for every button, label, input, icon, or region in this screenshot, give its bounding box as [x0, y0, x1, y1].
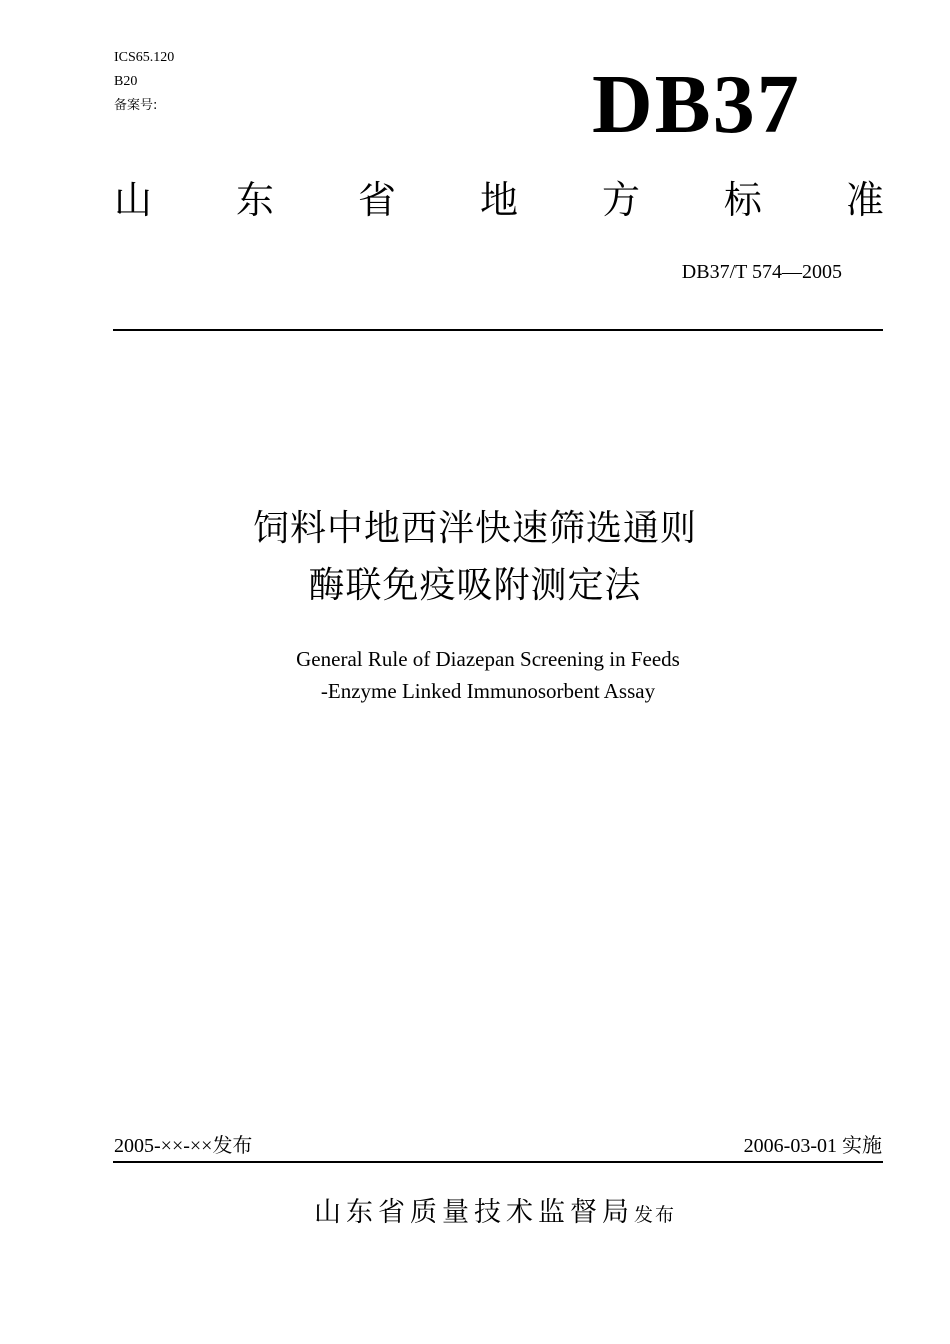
title-chinese-line-1: 饲料中地西泮快速筛选通则 — [252, 508, 697, 549]
title-english-line-2: -Enzyme Linked Immunosorbent Assay — [320, 679, 656, 703]
standard-number: DB37/T 574—2005 — [681, 261, 842, 283]
bottom-divider — [113, 1161, 883, 1163]
category-code: B20 — [114, 74, 138, 89]
standard-type-char: 山 — [114, 178, 153, 222]
standard-type-heading — [114, 174, 884, 226]
standard-type-char: 准 — [845, 178, 884, 222]
effective-date: 2006-03-01 实施 — [743, 1135, 882, 1157]
db-logo: DB37 — [592, 58, 801, 151]
standard-type-char: 方 — [601, 178, 640, 222]
standard-type-char: 省 — [357, 178, 396, 222]
filing-number-label: 备案号: — [114, 98, 158, 113]
ics-code: ICS65.120 — [114, 50, 175, 65]
title-english-line-1: General Rule of Diazepan Screening in Feeds — [296, 647, 680, 671]
publisher-name: 山东省质量技术监督局 — [313, 1197, 634, 1228]
publisher-suffix: 发布 — [633, 1204, 676, 1226]
standard-type-char: 地 — [479, 178, 518, 222]
issue-date: 2005-××-××发布 — [114, 1135, 253, 1157]
standard-type-char: 东 — [235, 178, 274, 222]
standard-type-char: 标 — [723, 178, 762, 222]
title-chinese-line-2: 酶联免疫吸附测定法 — [308, 565, 642, 606]
top-divider — [113, 329, 883, 331]
publisher-line — [0, 1190, 950, 1229]
